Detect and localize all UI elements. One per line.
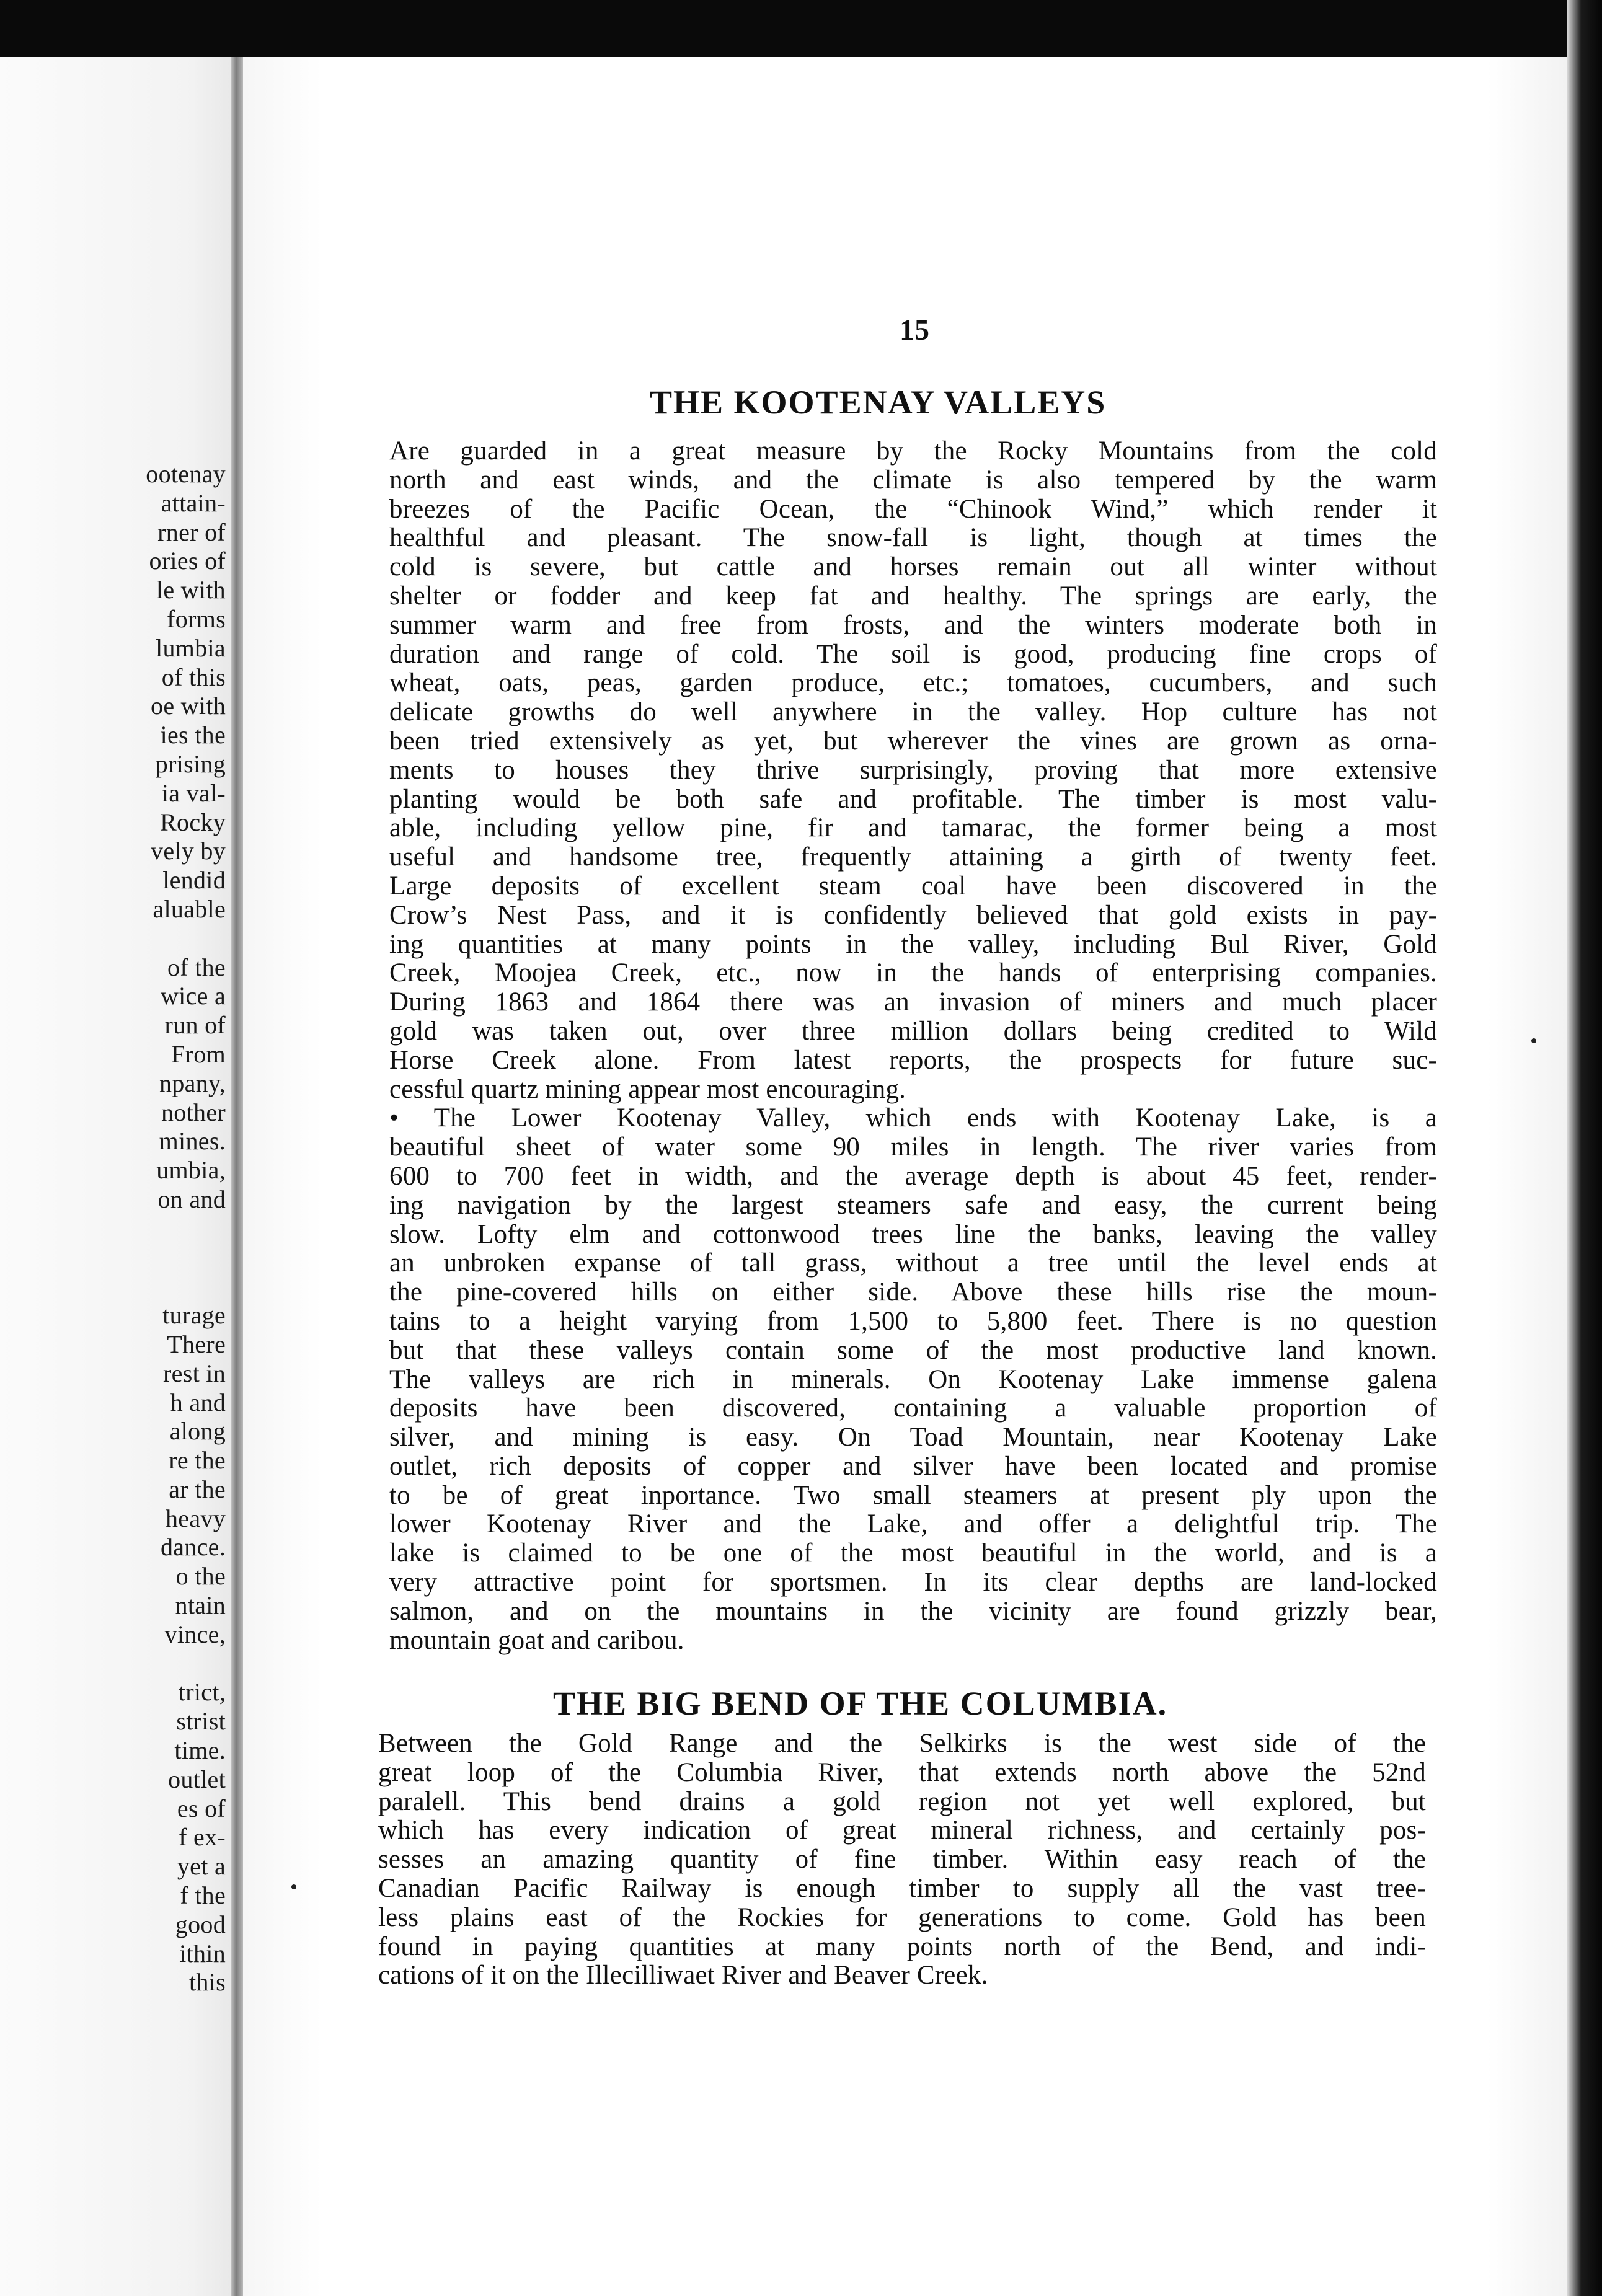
text-line: Large deposits of excellent steam coal have been discovered in the bbox=[389, 871, 1437, 901]
text-line: ments to houses they thrive surprisingly, proving that more extensive bbox=[389, 755, 1437, 785]
fragment-line: f ex- bbox=[179, 1823, 226, 1852]
section-heading-kootenay-valleys: THE KOOTENAY VALLEYS bbox=[650, 384, 1107, 421]
left-page-fragment bbox=[0, 57, 234, 2296]
fragment-line: There bbox=[167, 1330, 226, 1358]
fragment-line: strist bbox=[176, 1707, 226, 1736]
fragment-line: yet a bbox=[177, 1852, 226, 1881]
fragment-line: le with bbox=[156, 576, 226, 604]
text-line: beautiful sheet of water some 90 miles in length. The river varies from bbox=[389, 1133, 1437, 1162]
text-line: but that these valleys contain some of the most productive land known. bbox=[389, 1335, 1437, 1365]
text-line: cessful quartz mining appear most encouraging. bbox=[389, 1074, 906, 1104]
fragment-line: vely by bbox=[151, 837, 226, 865]
fragment-line: prising bbox=[155, 749, 226, 778]
fragment-line: this bbox=[189, 1968, 226, 1997]
text-line: cold is severe, but cattle and horses remain out all winter without bbox=[389, 552, 1437, 582]
text-line: ing quantities at many points in the valley, including Bul River, Gold bbox=[389, 929, 1437, 959]
fragment-line: turage bbox=[162, 1301, 226, 1330]
text-line: Creek, Moojea Creek, etc., now in the hands of enterprising companies. bbox=[389, 958, 1437, 988]
page-number: 15 bbox=[900, 314, 929, 347]
text-line: duration and range of cold. The soil is good, producing fine crops of bbox=[389, 639, 1437, 669]
text-line: very attractive point for sportsmen. In its clear depths are land-locked bbox=[389, 1568, 1437, 1597]
fragment-line: From bbox=[171, 1040, 226, 1068]
text-line: been tried extensively as yet, but wherever the vines are grown as orna- bbox=[389, 726, 1437, 756]
scan-speck bbox=[1531, 1038, 1536, 1043]
fragment-line: attain- bbox=[161, 488, 226, 517]
text-line: tains to a height varying from 1,500 to 5,800 feet. There is no question bbox=[389, 1306, 1437, 1336]
fragment-line bbox=[146, 1649, 226, 1679]
text-line: During 1863 and 1864 there was an invasion of miners and much placer bbox=[389, 987, 1437, 1017]
fragment-line bbox=[146, 1214, 226, 1243]
scan-top-border bbox=[0, 0, 1602, 57]
fragment-line bbox=[146, 1243, 226, 1273]
fragment-line: mines. bbox=[159, 1127, 226, 1155]
fragment-line: ia val- bbox=[161, 779, 226, 807]
text-line: ing navigation by the largest steamers safe and easy, the current being bbox=[389, 1190, 1437, 1220]
text-line: gold was taken out, over three million dollars being credited to Wild bbox=[389, 1016, 1437, 1046]
fragment-line: oe with bbox=[151, 692, 226, 720]
fragment-line: lumbia bbox=[156, 634, 226, 662]
text-line: less plains east of the Rockies for generations to come. Gold has been bbox=[378, 1902, 1426, 1932]
fragment-line: trict, bbox=[178, 1678, 226, 1707]
fragment-line: umbia, bbox=[156, 1156, 226, 1185]
text-line: The valleys are rich in minerals. On Kootenay Lake immense galena bbox=[389, 1364, 1437, 1394]
text-line: Between the Gold Range and the Selkirks is the west side of the bbox=[378, 1729, 1426, 1758]
text-line: delicate growths do well anywhere in the valley. Hop culture has not bbox=[389, 697, 1437, 727]
text-line: slow. Lofty elm and cottonwood trees line the banks, leaving the valley bbox=[389, 1219, 1437, 1249]
fragment-line: of the bbox=[167, 953, 226, 981]
fragment-line: ithin bbox=[179, 1939, 226, 1967]
fragment-line: o the bbox=[175, 1562, 226, 1591]
text-line: great loop of the Columbia River, that extends north above the 52nd bbox=[378, 1757, 1426, 1787]
text-line: shelter or fodder and keep fat and healthy. The springs are early, the bbox=[389, 581, 1437, 611]
fragment-line bbox=[146, 1272, 226, 1301]
text-line: silver, and mining is easy. On Toad Mountain, near Kootenay Lake bbox=[389, 1423, 1437, 1452]
fragment-line: re the bbox=[169, 1446, 226, 1475]
text-line: Crow’s Nest Pass, and it is confidently believed that gold exists in pay- bbox=[389, 900, 1437, 930]
text-line: planting would be both safe and profitable. The timber is most valu- bbox=[389, 784, 1437, 814]
fragment-line: run of bbox=[164, 1011, 226, 1040]
text-line: useful and handsome tree, frequently attaining a girth of twenty feet. bbox=[389, 842, 1437, 872]
text-line: found in paying quantities at many points north of the Bend, and indi- bbox=[378, 1932, 1426, 1961]
fragment-line: on and bbox=[157, 1185, 226, 1213]
text-line: • The Lower Kootenay Valley, which ends with Kootenay Lake, is a bbox=[389, 1103, 1437, 1133]
fragment-line: outlet bbox=[168, 1765, 226, 1793]
text-line: salmon, and on the mountains in the vicinity are found grizzly bear, bbox=[389, 1596, 1437, 1626]
text-line: able, including yellow pine, fir and tamarac, the former being a most bbox=[389, 813, 1437, 843]
text-line: paralell. This bend drains a gold region not yet well explored, but bbox=[378, 1786, 1426, 1816]
text-line: outlet, rich deposits of copper and silver have been located and promise bbox=[389, 1451, 1437, 1481]
fragment-line: wice a bbox=[160, 982, 226, 1010]
fragment-line: es of bbox=[177, 1794, 226, 1822]
big-bend-paragraph bbox=[378, 1729, 1426, 1990]
text-line: breezes of the Pacific Ocean, the “Chinook Wind,” which render it bbox=[389, 494, 1437, 524]
kootenay-valleys-paragraph bbox=[389, 437, 1437, 1655]
fragment-line: aluable bbox=[153, 894, 226, 923]
fragment-line: nother bbox=[161, 1098, 226, 1126]
text-line: which has every indication of great mineral richness, and certainly pos- bbox=[378, 1816, 1426, 1845]
text-line: north and east winds, and the climate is also tempered by the warm bbox=[389, 465, 1437, 495]
fragment-line: lendid bbox=[162, 866, 226, 894]
fragment-line: heavy bbox=[165, 1504, 226, 1532]
fragment-line: rest in bbox=[163, 1359, 226, 1387]
text-line: the pine-covered hills on either side. Above these hills rise the moun- bbox=[389, 1278, 1437, 1307]
book-gutter bbox=[231, 57, 243, 2296]
left-page-text-column bbox=[146, 460, 226, 1997]
fragment-line: h and bbox=[170, 1388, 226, 1416]
fragment-line: rner of bbox=[157, 518, 226, 546]
fragment-line: f the bbox=[180, 1881, 226, 1910]
fragment-line: dance. bbox=[160, 1533, 226, 1561]
fragment-line: ar the bbox=[169, 1475, 226, 1503]
text-line: summer warm and free from frosts, and the winters moderate both in bbox=[389, 610, 1437, 640]
fragment-line bbox=[146, 924, 226, 953]
text-line: Canadian Pacific Railway is enough timber to supply all the vast tree- bbox=[378, 1873, 1426, 1903]
fragment-line: Rocky bbox=[160, 808, 226, 836]
fragment-line: along bbox=[169, 1417, 226, 1446]
fragment-line: forms bbox=[167, 604, 226, 633]
fragment-line: ories of bbox=[149, 547, 226, 575]
text-line: sesses an amazing quantity of fine timber. Within easy reach of the bbox=[378, 1845, 1426, 1874]
text-line: healthful and pleasant. The snow-fall is light, though at times the bbox=[389, 523, 1437, 553]
text-line: lake is claimed to be one of the most beautiful in the world, and is a bbox=[389, 1539, 1437, 1568]
text-line: Horse Creek alone. From latest reports, the prospects for future suc- bbox=[389, 1045, 1437, 1075]
text-line: an unbroken expanse of tall grass, without a tree until the level ends at bbox=[389, 1248, 1437, 1278]
text-line: to be of great inportance. Two small steamers at present ply upon the bbox=[389, 1480, 1437, 1510]
text-line: cations of it on the Illecilliwaet River and Beaver Creek. bbox=[378, 1961, 988, 1990]
scan-speck bbox=[291, 1884, 296, 1889]
text-line: mountain goat and caribou. bbox=[389, 1625, 684, 1655]
text-line: Are guarded in a great measure by the Rocky Mountains from the cold bbox=[389, 436, 1437, 466]
section-heading-big-bend: THE BIG BEND OF THE COLUMBIA. bbox=[553, 1685, 1168, 1722]
fragment-line: ootenay bbox=[146, 460, 226, 488]
fragment-line: npany, bbox=[159, 1069, 226, 1097]
fragment-line: ntain bbox=[175, 1591, 226, 1620]
fragment-line: good bbox=[175, 1910, 226, 1938]
fragment-line: of this bbox=[161, 663, 226, 691]
text-line: 600 to 700 feet in width, and the average depth is about 45 feet, render- bbox=[389, 1161, 1437, 1191]
fragment-line: time. bbox=[174, 1736, 226, 1765]
text-line: deposits have been discovered, containing a valuable proportion of bbox=[389, 1393, 1437, 1423]
scan-right-border bbox=[1567, 0, 1602, 2296]
fragment-line: vince, bbox=[164, 1620, 226, 1648]
text-line: lower Kootenay River and the Lake, and offer a delightful trip. The bbox=[389, 1509, 1437, 1539]
text-line: wheat, oats, peas, garden produce, etc.; tomatoes, cucumbers, and such bbox=[389, 668, 1437, 698]
fragment-line: ies the bbox=[160, 721, 226, 749]
